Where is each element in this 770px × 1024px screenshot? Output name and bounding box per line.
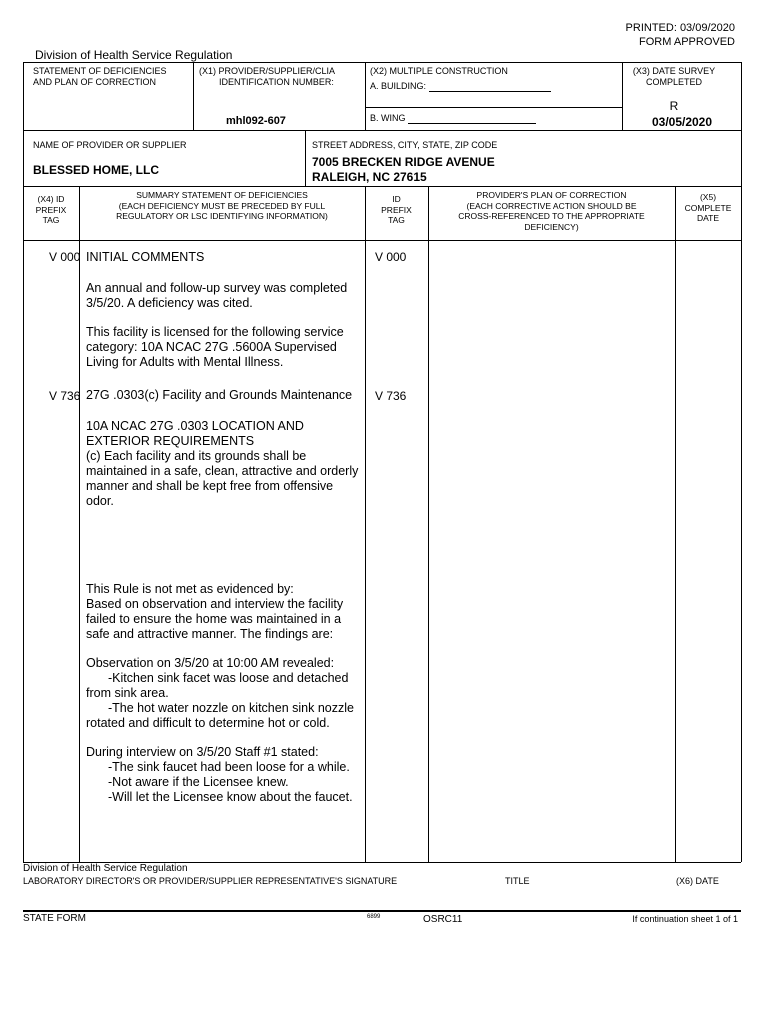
signature-label: LABORATORY DIRECTOR'S OR PROVIDER/SUPPLIER REPRESENTATIVE'S SIGNATURE <box>23 876 398 886</box>
frame-top <box>23 62 741 63</box>
statement-label: STATEMENT OF DEFICIENCIES AND PLAN OF CORRECTION <box>33 66 167 87</box>
title-label: TITLE <box>505 876 530 886</box>
col-divider-4 <box>675 186 676 862</box>
tag-v736: V 736 <box>49 389 81 403</box>
x3-label: (X3) DATE SURVEY COMPLETED <box>632 66 716 87</box>
street-address: 7005 BRECKEN RIDGE AVENUE <box>312 155 495 169</box>
summary-text <box>86 250 364 805</box>
col-plan-header: PROVIDER'S PLAN OF CORRECTION (EACH CORRECTIVE ACTION SHOULD BE CROSS-REFERENCED TO THE APPROPRIATE DEFICIENCY) <box>458 190 645 232</box>
continuation-sheet: If continuation sheet 1 of 1 <box>632 914 738 924</box>
col-id-header: ID PREFIX TAG <box>381 194 412 225</box>
v736-not-met: This Rule is not met as evidenced by: Based on observation and interview the facility failed to ensure the home was maintained in a safe and attractive manner. The findings are: <box>86 582 344 641</box>
division-title: Division of Health Service Regulation <box>35 48 233 62</box>
top-row-bottom <box>23 130 741 131</box>
tag-right-v000: V 000 <box>375 250 407 264</box>
x3-date: 03/05/2020 <box>651 115 713 129</box>
wing-divider <box>365 107 622 108</box>
city-state-zip: RALEIGH, NC 27615 <box>312 170 427 184</box>
col-summary-header: SUMMARY STATEMENT OF DEFICIENCIES (EACH DEFICIENCY MUST BE PRECEDED BY FULL REGULATORY OR LSC IDENTIFYING INFORMATION) <box>116 190 328 221</box>
footer-division: Division of Health Service Regulation <box>23 863 188 874</box>
footer-rule <box>23 910 741 912</box>
col-divider-2 <box>365 186 366 862</box>
wing-underline <box>408 114 536 124</box>
x3-code: R <box>669 99 679 113</box>
tag-right-v736: V 736 <box>375 389 407 403</box>
frame-right <box>741 62 742 862</box>
form-code-small: 6899 <box>367 914 381 920</box>
form-code: OSRC11 <box>423 914 463 925</box>
divider-x1 <box>193 62 194 130</box>
col-x5-header: (X5) COMPLETE DATE <box>684 192 732 223</box>
v000-license-note: This facility is licensed for the following service category: 10A NCAC 27G .5600A Supervised Living for Adults with Mental Illness. <box>86 325 344 369</box>
v736-observation: Observation on 3/5/20 at 10:00 AM revealed: -Kitchen sink facet was loose and detached from sink area. -The hot water nozzle on kitchen sink nozzle rotated and difficult to determine hot or cold. <box>86 656 354 730</box>
column-header-bottom <box>23 240 741 241</box>
building-underline <box>429 82 551 92</box>
v736-interview: During interview on 3/5/20 Staff #1 stated: -The sink faucet had been loose for a while. -Not aware if the Licensee knew. -Will let the Licensee know about the faucet. <box>86 745 353 804</box>
building-field: A. BUILDING: <box>370 81 551 92</box>
address-label: STREET ADDRESS, CITY, STATE, ZIP CODE <box>312 140 498 150</box>
v736-rule-text: 10A NCAC 27G .0303 LOCATION AND EXTERIOR REQUIREMENTS (c) Each facility and its grounds shall be maintained in a safe, clean, attractive and orderly manner and shall be kept free from offensive odor. <box>86 419 359 508</box>
x2-label: (X2) MULTIPLE CONSTRUCTION <box>370 66 508 76</box>
state-form-label: STATE FORM <box>23 913 86 924</box>
x6-date-label: (X6) DATE <box>676 876 719 886</box>
col-divider-3 <box>428 186 429 862</box>
v736-title: 27G .0303(c) Facility and Grounds Maintenance <box>86 388 353 402</box>
v000-title: INITIAL COMMENTS <box>86 250 205 264</box>
wing-field: B. WING <box>370 113 536 124</box>
tag-v000: V 000 <box>49 250 81 264</box>
frame-left <box>23 62 24 862</box>
col-x4-header: (X4) ID PREFIX TAG <box>35 194 67 225</box>
provider-name-label: NAME OF PROVIDER OR SUPPLIER <box>33 140 187 150</box>
divider-x2 <box>365 62 366 130</box>
printed-date: PRINTED: 03/09/2020 <box>625 22 735 34</box>
col-divider-1 <box>79 186 80 862</box>
x1-label: (X1) PROVIDER/SUPPLIER/CLIA IDENTIFICATION NUMBER: <box>199 66 336 87</box>
x1-id-number: mhl092-607 <box>226 115 286 127</box>
provider-row-bottom <box>23 186 741 187</box>
provider-divider <box>305 130 306 186</box>
v000-survey-note: An annual and follow-up survey was completed 3/5/20. A deficiency was cited. <box>86 281 348 310</box>
form-approved: FORM APPROVED <box>639 36 735 48</box>
provider-name: BLESSED HOME, LLC <box>33 163 160 177</box>
